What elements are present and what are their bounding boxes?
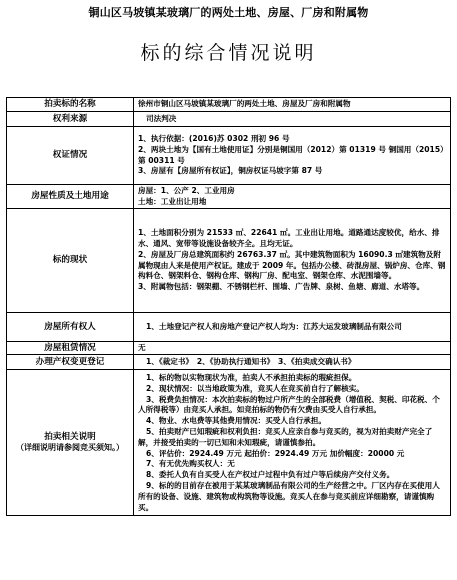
row-source	[7, 112, 451, 127]
lease-value: 无	[134, 342, 451, 355]
row-owner	[7, 313, 451, 342]
row-subject	[7, 98, 451, 112]
notes-line: 9、标的的目前存在被用于某某玻璃制品有限公司的生产经营之中。厂区内存在买使用人所有的设备、设施、建筑物或构筑物等设施。竞买人在参与竞买前应详细勘察，请谨慎购买。	[138, 480, 440, 512]
rights-line: 3、房屋有【房屋所有权证】，铜房权证马坡字第 87 号	[138, 166, 323, 176]
status-label: 标的现状	[7, 209, 134, 313]
row-rights	[7, 127, 451, 185]
row-lease	[7, 342, 451, 355]
notes-line: 1、标的物以实物现状为准，拍卖人不承担拍卖标的瑕疵担保。	[146, 373, 357, 382]
usage-value	[134, 185, 451, 209]
notes-line: 8、委托人负有自买受人在产权过户过程中负有过户等后续房产交付义务。	[146, 470, 395, 480]
status-line: 1、土地面积分别为 21533 ㎡、22641 ㎡。工业出让用地。道路通达度较优，给水、排水、通风、宽带等设施设备较齐全。且均无证。	[138, 228, 440, 248]
rights-line: 2、两块土地为【国有土地使用证】分别是铜国用（2012）第 01319 号 铜国用（2015）第 00311 号	[138, 144, 444, 165]
row-status	[7, 209, 451, 313]
docs-value: 1、《裁定书》 2、《协助执行通知书》 3、《拍卖成交确认书》	[134, 355, 451, 370]
notes-label-main: 拍卖相关说明	[44, 431, 96, 442]
row-usage	[7, 185, 451, 209]
notes-label	[7, 370, 134, 516]
usage-label: 房屋性质及土地用途	[7, 185, 134, 209]
status-line: 3、附属物包括：钢架棚、不锈钢栏杆、围墙、广告牌、泉树、鱼塘、廊道、水塔等。	[138, 282, 425, 292]
document-title: 标的综合情况说明	[140, 42, 317, 64]
notes-value	[134, 370, 451, 516]
notes-line: 6、评估价：2924.49 万元 起拍价：2924.49 万元 加价幅度：20000 元	[146, 448, 405, 458]
notes-line: 5、拍卖财产已知瑕疵和权利负担：竞买人应亲自参与竞买的，视为对拍卖财产完全了解，并接受拍卖的一切已知和未知瑕疵，请谨慎参拍。	[138, 426, 433, 447]
source-value: 司法判决	[134, 112, 451, 127]
docs-label: 办理产权变更登记	[7, 355, 134, 370]
row-notes	[7, 370, 451, 516]
notes-line: 3、税费负担情况：本次拍卖标的物过户所产生的全部税费（增值税、契税、印花税、个人所得税等）由竞买人承担。如竞拍标的物仍有欠费由买受人自行承担。	[138, 394, 440, 415]
row-docs	[7, 355, 451, 370]
notes-line: 7、有无优先购买权人：无	[146, 459, 235, 469]
notes-label-sub: （详细说明请参阅竞买须知。）	[16, 442, 124, 452]
notes-line: 4、物业、水电费等其他费用情况：买受人自行承担。	[146, 416, 326, 426]
source-label: 权利来源	[7, 112, 134, 127]
document-heading: 铜山区马坡镇某玻璃厂的两处土地、房屋、厂房和附属物	[88, 6, 369, 19]
rights-label: 权证情况	[7, 127, 134, 185]
status-line: 2、房屋及厂房总建筑面积约 26763.37 ㎡。其中建筑物面积为 16090.3 ㎡建筑物及附属物现由人来是使用产权证。建成于 2009 年。包括办公楼、砖混房屋、锅炉房、仓库、钢构料仓、钢架料仓、钢构仓库、钢构厂房、配电室、钢架仓库、水泥围墙等。	[138, 249, 446, 281]
lease-label: 房屋租赁情况	[7, 342, 134, 355]
status-value	[134, 209, 451, 313]
owner-value: 1、土地登记产权人和房地产登记产权人均为：江苏大运发玻璃制品有限公司	[134, 313, 451, 342]
usage-line: 土地：工业出让用地	[138, 196, 207, 206]
subject-label: 拍卖标的名称	[7, 98, 134, 112]
rights-line: 1、执行依据：(2016)苏 0302 刑初 96 号	[138, 133, 290, 143]
usage-line: 房屋：1、公产 2、工业用房	[138, 185, 235, 195]
info-table	[6, 97, 451, 516]
owner-label: 房屋所有权人	[7, 313, 134, 342]
rights-value	[134, 127, 451, 185]
notes-line: 2、现状情况：以当地政策为准，竞买人在竞买前自行了解核实。	[146, 383, 364, 393]
subject-value: 徐州市铜山区马坡镇某玻璃厂的两处土地、房屋及厂房和附属物	[134, 98, 451, 112]
